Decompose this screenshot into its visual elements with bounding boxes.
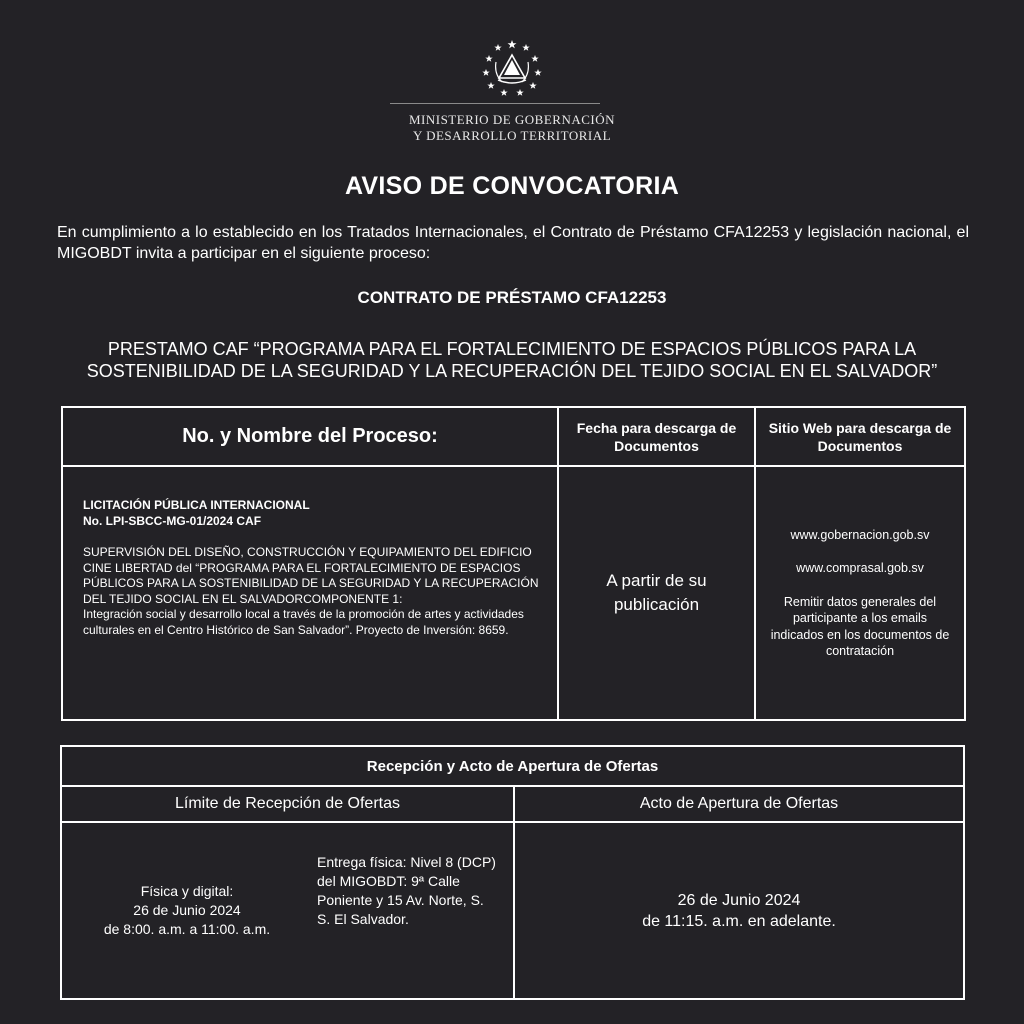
document-download-date: A partir de su publicación: [606, 571, 707, 614]
reception-deadline: [72, 823, 302, 998]
ministry-line2: Y DESARROLLO TERRITORIAL: [412, 128, 612, 143]
website-link-comprasal[interactable]: www.comprasal.gob.sv: [796, 561, 924, 575]
delivery-address: Entrega física: Nivel 8 (DCP) del MIGOBDT: 9ª Calle Poniente y 15 Av. Norte, S. S. El Salvador.: [317, 854, 496, 927]
program-title: PRESTAMO CAF “PROGRAMA PARA EL FORTALECIMIENTO DE ESPACIOS PÚBLICOS PARA LA SOSTENIBILIDAD DE LA SEGURIDAD Y LA RECUPERACIÓN DEL TEJIDO SOCIAL EN EL SALVADOR”: [86, 339, 938, 381]
header-divider: [390, 103, 600, 104]
reception-time: de 8:00. a.m. a 11:00. a.m.: [103, 921, 271, 937]
offers-section-title: Recepción y Acto de Apertura de Ofertas: [366, 757, 659, 775]
contract-title: CONTRATO DE PRÉSTAMO CFA12253: [357, 288, 667, 307]
offers-table: [60, 745, 965, 1000]
ministry-name: [360, 112, 664, 144]
process-component: Integración social y desarrollo local a través de la promoción de artes y actividades culturales en el Centro Histórico de San Salvador”. Proyecto de Inversión: 8659.: [83, 607, 524, 637]
process-details: [83, 498, 553, 638]
process-column-header: No. y Nombre del Proceso:: [182, 425, 438, 447]
reception-column-header: Límite de Recepción de Ofertas: [174, 795, 400, 812]
reception-mode: Física y digital:: [140, 883, 234, 899]
process-description: SUPERVISIÓN DEL DISEÑO, CONSTRUCCIÓN Y EQUIPAMIENTO DEL EDIFICIO CINE LIBERTAD del “PROGRAMA PARA EL FORTALECIMIENTO DE ESPACIOS PÚBLICOS PARA LA SOSTENIBILIDAD DE LA SEGURIDAD Y LA RECUPERACIÓN DEL TEJIDO SOCIAL EN EL SALVADORCOMPONENTE 1:: [83, 545, 539, 606]
website-cell: [756, 467, 964, 719]
date-column-header: Fecha para descarga de Documentos: [576, 419, 737, 454]
opening-column-header: Acto de Apertura de Ofertas: [639, 795, 839, 812]
intro-paragraph: En cumplimiento a lo establecido en los Tratados Internacionales, el Contrato de Préstamo CFA12253 y legislación nacional, el MIGOBDT invita a participar en el siguiente proceso:: [57, 224, 969, 262]
website-link-gobernacion[interactable]: www.gobernacion.gob.sv: [790, 527, 930, 542]
process-number: No. LPI-SBCC-MG-01/2024 CAF: [83, 513, 262, 528]
process-type: LICITACIÓN PÚBLICA INTERNACIONAL: [83, 498, 310, 512]
website-column-header: Sitio Web para descarga de Documentos: [768, 419, 952, 454]
page-title: AVISO DE CONVOCATORIA: [344, 172, 680, 200]
el-salvador-coat-of-arms-icon: [482, 38, 542, 98]
ministry-line1: MINISTERIO DE GOBERNACIÓN: [408, 112, 616, 127]
reception-date: 26 de Junio 2024: [133, 902, 241, 918]
process-table: [61, 406, 966, 721]
opening-time: de 11:15. a.m. en adelante.: [642, 912, 836, 930]
opening-details: [515, 823, 963, 998]
opening-date: 26 de Junio 2024: [677, 891, 801, 909]
website-note: Remitir datos generales del participante a los emails indicados en los documentos de contratación: [770, 594, 950, 658]
